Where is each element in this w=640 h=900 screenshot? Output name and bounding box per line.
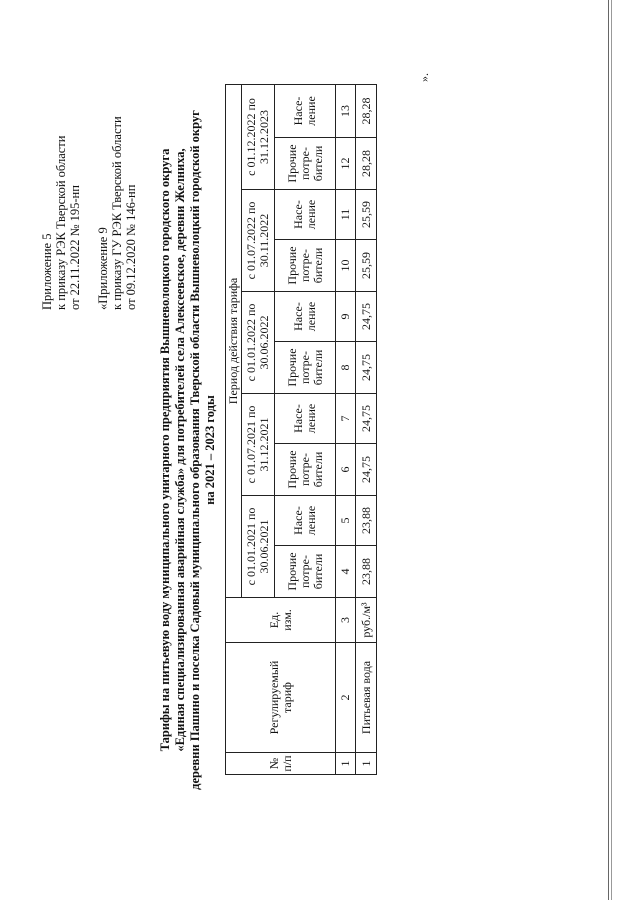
- header-tariff: Регулируемый тариф: [226, 643, 336, 753]
- title-line: «Единая специализированная аварийная служба» для потребителей села Алексеевское, деревни Желниха,: [173, 148, 187, 752]
- appendix-line: от 09.12.2020 № 146-нп: [124, 184, 138, 310]
- header-period-2: с 01.07.2021 по 31.12.2021: [242, 394, 275, 496]
- column-number: 9: [336, 292, 356, 342]
- column-number: 3: [336, 598, 356, 643]
- row-num: 1: [356, 753, 377, 775]
- title-line: Тарифы на питьевую воду муниципального унитарного предприятия Вышневолоцкого городского округа: [158, 148, 172, 752]
- document-title: [158, 20, 218, 880]
- footer-divider: [608, 0, 609, 900]
- appendix-line: Приложение 5: [40, 233, 54, 310]
- header-period-4: с 01.07.2022 по 30.11.2022: [242, 190, 275, 292]
- header-population: Насе-ление: [275, 292, 336, 342]
- tariff-value: 25,59: [356, 190, 377, 240]
- tariff-value: 28,28: [356, 138, 377, 190]
- column-number: 12: [336, 138, 356, 190]
- tariff-value: 23,88: [356, 546, 377, 598]
- column-number: 5: [336, 496, 356, 546]
- tariff-table: [225, 84, 377, 775]
- appendix-line: к приказу ГУ РЭК Тверской области: [110, 116, 124, 310]
- header-other-consumers: Прочие потре-бители: [275, 444, 336, 496]
- tariff-value: 25,59: [356, 240, 377, 292]
- closing-quote: ».: [417, 73, 431, 82]
- header-population: Насе-ление: [275, 190, 336, 240]
- header-other-consumers: Прочие потре-бители: [275, 342, 336, 394]
- header-period: Период действия тарифа: [226, 84, 242, 597]
- column-number: 2: [336, 643, 356, 753]
- header-period-5: с 01.12.2022 по 31.12.2023: [242, 84, 275, 189]
- table-row: [356, 84, 377, 774]
- header-population: Насе-ление: [275, 394, 336, 444]
- footer-divider: [611, 0, 612, 900]
- header-unit: Ед. изм.: [226, 598, 336, 643]
- tariff-value: 24,75: [356, 444, 377, 496]
- column-number: 11: [336, 190, 356, 240]
- appendix-line: «Приложение 9: [96, 227, 110, 310]
- row-unit: руб./м³: [356, 598, 377, 643]
- column-number: 13: [336, 84, 356, 137]
- column-number: 7: [336, 394, 356, 444]
- appendix-block: [40, 60, 138, 310]
- title-line: деревни Пашино и поселка Садовый муниципального образования Тверской области Вышневолоцкий городской округ: [188, 110, 202, 790]
- header-num: № п/п: [226, 753, 336, 775]
- column-number: 8: [336, 342, 356, 394]
- tariff-value: 28,28: [356, 84, 377, 137]
- column-number: 6: [336, 444, 356, 496]
- title-line: на 2021 – 2023 годы: [203, 395, 217, 505]
- header-period-1: с 01.01.2021 по 30.06.2021: [242, 496, 275, 598]
- tariff-value: 24,75: [356, 394, 377, 444]
- header-period-3: с 01.01.2022 по 30.06.2022: [242, 292, 275, 394]
- tariff-value: 24,75: [356, 292, 377, 342]
- header-other-consumers: Прочие потре-бители: [275, 240, 336, 292]
- column-number: 1: [336, 753, 356, 775]
- row-tariff-name: Питьевая вода: [356, 643, 377, 753]
- column-number: 4: [336, 546, 356, 598]
- header-other-consumers: Прочие потре-бители: [275, 138, 336, 190]
- tariff-value: 23,88: [356, 496, 377, 546]
- header-population: Насе-ление: [275, 496, 336, 546]
- header-population: Насе-ление: [275, 84, 336, 137]
- tariff-value: 24,75: [356, 342, 377, 394]
- appendix-line: к приказу РЭК Тверской области: [54, 135, 68, 310]
- appendix-line: от 22.11.2022 № 195-нп: [68, 185, 82, 310]
- column-number: 10: [336, 240, 356, 292]
- header-other-consumers: Прочие потре-бители: [275, 546, 336, 598]
